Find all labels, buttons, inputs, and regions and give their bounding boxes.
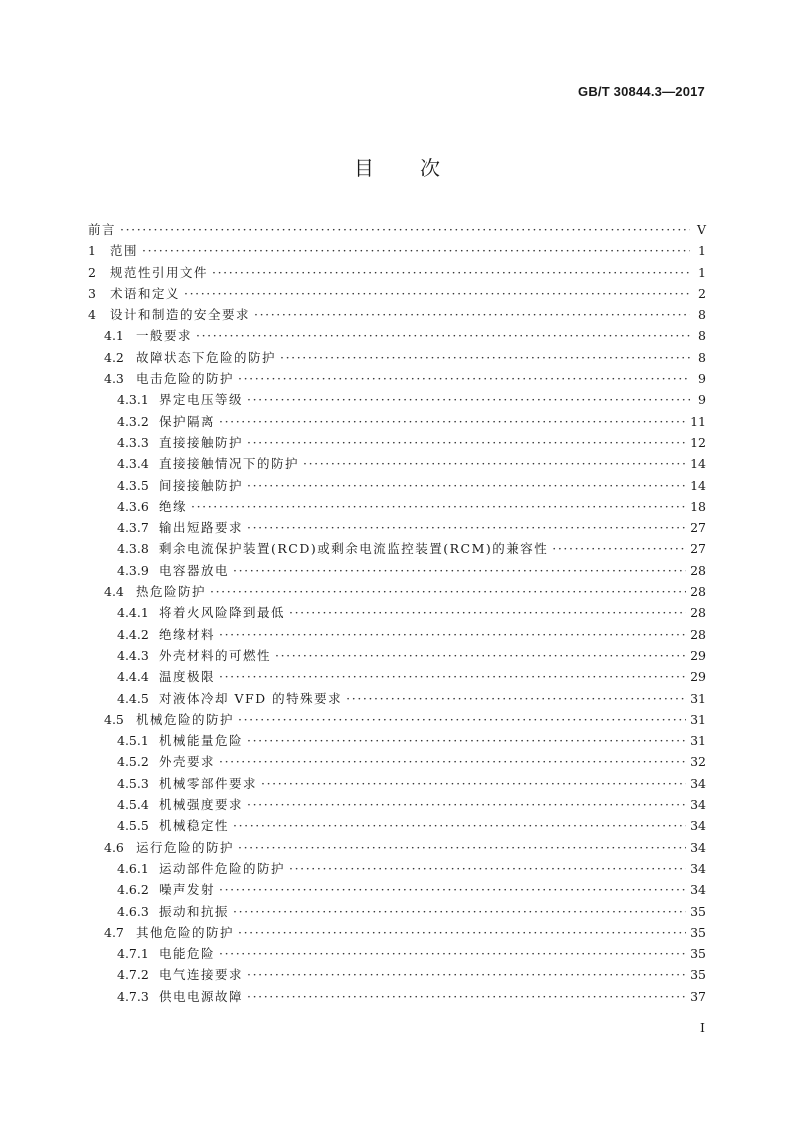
- toc-entry-label: 绝缘: [159, 498, 188, 514]
- toc-entry-label: 机械零部件要求: [159, 775, 258, 791]
- toc-entry-number: 4.5.2: [117, 754, 149, 770]
- toc-entry-page: 34: [690, 839, 706, 855]
- toc-entry-number: 3: [88, 285, 96, 301]
- toc-entry-label: 输出短路要求: [159, 520, 244, 536]
- toc-entry-page: 34: [690, 818, 706, 834]
- table-of-contents: [88, 219, 706, 1007]
- toc-entry-page: 35: [690, 967, 706, 983]
- toc-entry[interactable]: [88, 283, 706, 304]
- toc-leader-dots: [142, 240, 690, 261]
- toc-leader-dots: [247, 475, 686, 496]
- toc-entry-number: 4.5.4: [117, 797, 149, 813]
- toc-entry-number: 4.3.4: [117, 456, 149, 472]
- toc-entry[interactable]: [88, 666, 706, 687]
- toc-entry-number: 4.3.5: [117, 477, 149, 493]
- toc-entry-page: 34: [690, 860, 706, 876]
- toc-entry-label: 一般要求: [136, 328, 193, 344]
- toc-entry[interactable]: [88, 879, 706, 900]
- toc-entry-label: 运动部件危险的防护: [159, 860, 286, 876]
- toc-entry-label: 电气连接要求: [159, 967, 244, 983]
- toc-entry-label: 规范性引用文件: [110, 264, 209, 280]
- toc-entry[interactable]: [88, 475, 706, 496]
- toc-entry[interactable]: [88, 943, 706, 964]
- toc-entry[interactable]: [88, 560, 706, 581]
- toc-entry[interactable]: [88, 347, 706, 368]
- toc-entry-number: 4.5.3: [117, 775, 149, 791]
- toc-entry-label: 电击危险的防护: [136, 371, 235, 387]
- toc-entry[interactable]: [88, 581, 706, 602]
- toc-entry-page: 8: [698, 307, 706, 323]
- toc-entry-label: 机械强度要求: [159, 797, 244, 813]
- toc-entry-label: 振动和抗振: [159, 903, 230, 919]
- toc-entry-page: 31: [690, 733, 706, 749]
- page-title: 目次: [354, 156, 486, 180]
- toc-leader-dots: [247, 794, 686, 815]
- toc-entry-label: 其他危险的防护: [136, 924, 235, 940]
- toc-entry-page: 18: [690, 498, 706, 514]
- toc-entry-page: 12: [690, 434, 706, 450]
- toc-entry[interactable]: [88, 602, 706, 623]
- toc-entry-page: 37: [690, 988, 706, 1004]
- toc-entry[interactable]: [88, 751, 706, 772]
- toc-entry-page: 28: [690, 605, 706, 621]
- toc-leader-dots: [275, 645, 686, 666]
- toc-entry-label: 机械能量危险: [159, 733, 244, 749]
- toc-entry-number: 4.1: [104, 328, 124, 344]
- toc-entry-label: 界定电压等级: [159, 392, 244, 408]
- toc-leader-dots: [238, 368, 690, 389]
- toc-entry-label: 电能危险: [159, 946, 216, 962]
- toc-entry[interactable]: [88, 325, 706, 346]
- toc-entry[interactable]: [88, 986, 706, 1007]
- toc-leader-dots: [247, 730, 686, 751]
- toc-entry-number: 4.3.1: [117, 392, 149, 408]
- toc-leader-dots: [219, 751, 686, 772]
- toc-entry-number: 4.6: [104, 839, 124, 855]
- toc-entry[interactable]: [88, 730, 706, 751]
- toc-entry-page: 14: [690, 456, 706, 472]
- toc-entry[interactable]: [88, 815, 706, 836]
- toc-leader-dots: [219, 666, 686, 687]
- toc-entry-number: 4.3.7: [117, 520, 149, 536]
- toc-entry-label: 机械危险的防护: [136, 711, 235, 727]
- toc-entry-number: 4.7.3: [117, 988, 149, 1004]
- toc-entry-label: 供电电源故障: [159, 988, 244, 1004]
- toc-entry-page: 34: [690, 882, 706, 898]
- toc-entry-number: 4.6.3: [117, 903, 149, 919]
- toc-entry-page: 28: [690, 584, 706, 600]
- standard-code: GB/T 30844.3—2017: [578, 84, 705, 99]
- toc-entry[interactable]: [88, 432, 706, 453]
- toc-leader-dots: [238, 709, 686, 730]
- toc-entry-number: 4.4.2: [117, 626, 149, 642]
- toc-entry-page: 27: [690, 520, 706, 536]
- toc-leader-dots: [247, 389, 690, 410]
- toc-entry-label: 范围: [110, 243, 139, 259]
- toc-entry-number: 4.5.5: [117, 818, 149, 834]
- toc-entry[interactable]: [88, 219, 706, 240]
- toc-entry-number: 4.3.6: [117, 498, 149, 514]
- toc-leader-dots: [219, 943, 686, 964]
- toc-entry-label: 对液体冷却 VFD 的特殊要求: [159, 690, 343, 706]
- toc-entry-label: 外壳要求: [159, 754, 216, 770]
- toc-entry-label: 间接接触防护: [159, 477, 244, 493]
- toc-entry-number: 4.4.3: [117, 647, 149, 663]
- toc-entry[interactable]: [88, 496, 706, 517]
- toc-entry-number: 4.4.1: [117, 605, 149, 621]
- toc-leader-dots: [261, 773, 686, 794]
- toc-entry-page: 31: [690, 711, 706, 727]
- toc-leader-dots: [219, 624, 686, 645]
- toc-leader-dots: [280, 347, 690, 368]
- toc-entry-number: 4.2: [104, 349, 124, 365]
- toc-entry-number: 2: [88, 264, 96, 280]
- toc-entry-label: 绝缘材料: [159, 626, 216, 642]
- toc-entry-label: 直接接触防护: [159, 434, 244, 450]
- toc-entry-page: 31: [690, 690, 706, 706]
- toc-entry-label: 热危险防护: [136, 584, 207, 600]
- toc-entry-number: 4.7: [104, 924, 124, 940]
- toc-entry-page: 35: [690, 903, 706, 919]
- toc-entry-label: 剩余电流保护装置(RCD)或剩余电流监控装置(RCM)的兼容性: [159, 541, 549, 557]
- toc-entry-label: 设计和制造的安全要求: [110, 307, 251, 323]
- toc-entry-page: 29: [690, 669, 706, 685]
- toc-leader-dots: [219, 411, 686, 432]
- toc-entry-page: 35: [690, 946, 706, 962]
- toc-entry-label: 前言: [88, 222, 117, 237]
- toc-leader-dots: [120, 219, 690, 240]
- toc-entry[interactable]: [88, 794, 706, 815]
- toc-entry-page: 34: [690, 775, 706, 791]
- toc-entry[interactable]: [88, 901, 706, 922]
- toc-entry-label: 外壳材料的可燃性: [159, 647, 272, 663]
- toc-entry-page: 1: [698, 264, 706, 280]
- toc-leader-dots: [210, 581, 686, 602]
- toc-entry-label: 将着火风险降到最低: [159, 605, 286, 621]
- toc-entry[interactable]: [88, 517, 706, 538]
- toc-entry-page: 8: [698, 349, 706, 365]
- toc-leader-dots: [212, 262, 690, 283]
- toc-entry-number: 4.7.2: [117, 967, 149, 983]
- toc-entry[interactable]: [88, 645, 706, 666]
- toc-leader-dots: [289, 602, 686, 623]
- toc-entry[interactable]: [88, 688, 706, 709]
- toc-entry-number: 4.5.1: [117, 733, 149, 749]
- toc-entry-page: 29: [690, 647, 706, 663]
- toc-entry-number: 4.3.9: [117, 562, 149, 578]
- toc-leader-dots: [254, 304, 690, 325]
- toc-entry-number: 4.6.2: [117, 882, 149, 898]
- toc-entry-number: 1: [88, 243, 96, 259]
- toc-leader-dots: [191, 496, 686, 517]
- toc-entry-number: 4: [88, 307, 96, 323]
- toc-leader-dots: [247, 517, 686, 538]
- toc-entry[interactable]: [88, 624, 706, 645]
- toc-entry-page: 32: [690, 754, 706, 770]
- toc-leader-dots: [233, 815, 686, 836]
- toc-entry-label: 运行危险的防护: [136, 839, 235, 855]
- toc-leader-dots: [303, 453, 686, 474]
- toc-entry[interactable]: [88, 368, 706, 389]
- toc-entry-number: 4.7.1: [117, 946, 149, 962]
- toc-entry-number: 4.4.4: [117, 669, 149, 685]
- toc-entry-label: 直接接触情况下的防护: [159, 456, 300, 472]
- toc-entry-number: 4.6.1: [117, 860, 149, 876]
- toc-entry-number: 4.5: [104, 711, 124, 727]
- toc-entry-page: 35: [690, 924, 706, 940]
- toc-entry-label: 故障状态下危险的防护: [136, 349, 277, 365]
- toc-leader-dots: [247, 986, 686, 1007]
- toc-entry[interactable]: [88, 858, 706, 879]
- toc-entry-label: 保护隔离: [159, 413, 216, 429]
- toc-entry[interactable]: [88, 709, 706, 730]
- toc-entry[interactable]: [88, 773, 706, 794]
- toc-entry[interactable]: [88, 411, 706, 432]
- toc-entry-label: 电容器放电: [159, 562, 230, 578]
- toc-entry-number: 4.3: [104, 371, 124, 387]
- toc-leader-dots: [238, 922, 686, 943]
- toc-entry[interactable]: [88, 262, 706, 283]
- toc-entry[interactable]: [88, 964, 706, 985]
- toc-entry[interactable]: [88, 304, 706, 325]
- toc-entry-label: 术语和定义: [110, 285, 181, 301]
- toc-entry-page: 1: [698, 243, 706, 259]
- toc-entry-number: 4.3.8: [117, 541, 149, 557]
- toc-leader-dots: [552, 538, 686, 559]
- toc-entry-label: 温度极限: [159, 669, 216, 685]
- toc-leader-dots: [247, 964, 686, 985]
- toc-entry-number: 4.3.2: [117, 413, 149, 429]
- toc-entry-number: 4.4: [104, 584, 124, 600]
- toc-entry-page: 2: [698, 285, 706, 301]
- toc-entry[interactable]: [88, 837, 706, 858]
- page-number: I: [700, 1020, 705, 1035]
- toc-entry-page: 28: [690, 562, 706, 578]
- toc-entry-page: 34: [690, 797, 706, 813]
- toc-entry[interactable]: [88, 922, 706, 943]
- toc-entry-page: 11: [690, 413, 706, 429]
- toc-entry[interactable]: [88, 538, 706, 559]
- toc-entry-page: 14: [690, 477, 706, 493]
- toc-entry[interactable]: [88, 240, 706, 261]
- toc-leader-dots: [233, 560, 686, 581]
- toc-entry-label: 噪声发射: [159, 882, 216, 898]
- toc-leader-dots: [196, 325, 690, 346]
- toc-entry-page: 28: [690, 626, 706, 642]
- toc-entry-page: 9: [698, 371, 706, 387]
- toc-entry-page: 27: [690, 541, 706, 557]
- toc-entry-number: 4.4.5: [117, 690, 149, 706]
- toc-leader-dots: [233, 901, 686, 922]
- toc-leader-dots: [346, 688, 686, 709]
- toc-entry[interactable]: [88, 453, 706, 474]
- toc-leader-dots: [247, 432, 686, 453]
- toc-entry[interactable]: [88, 389, 706, 410]
- toc-leader-dots: [238, 837, 686, 858]
- toc-entry-number: 4.3.3: [117, 434, 149, 450]
- toc-leader-dots: [184, 283, 690, 304]
- toc-entry-page: 9: [698, 392, 706, 408]
- toc-leader-dots: [289, 858, 686, 879]
- toc-entry-page: V: [696, 222, 706, 237]
- toc-entry-label: 机械稳定性: [159, 818, 230, 834]
- toc-leader-dots: [219, 879, 686, 900]
- toc-entry-page: 8: [698, 328, 706, 344]
